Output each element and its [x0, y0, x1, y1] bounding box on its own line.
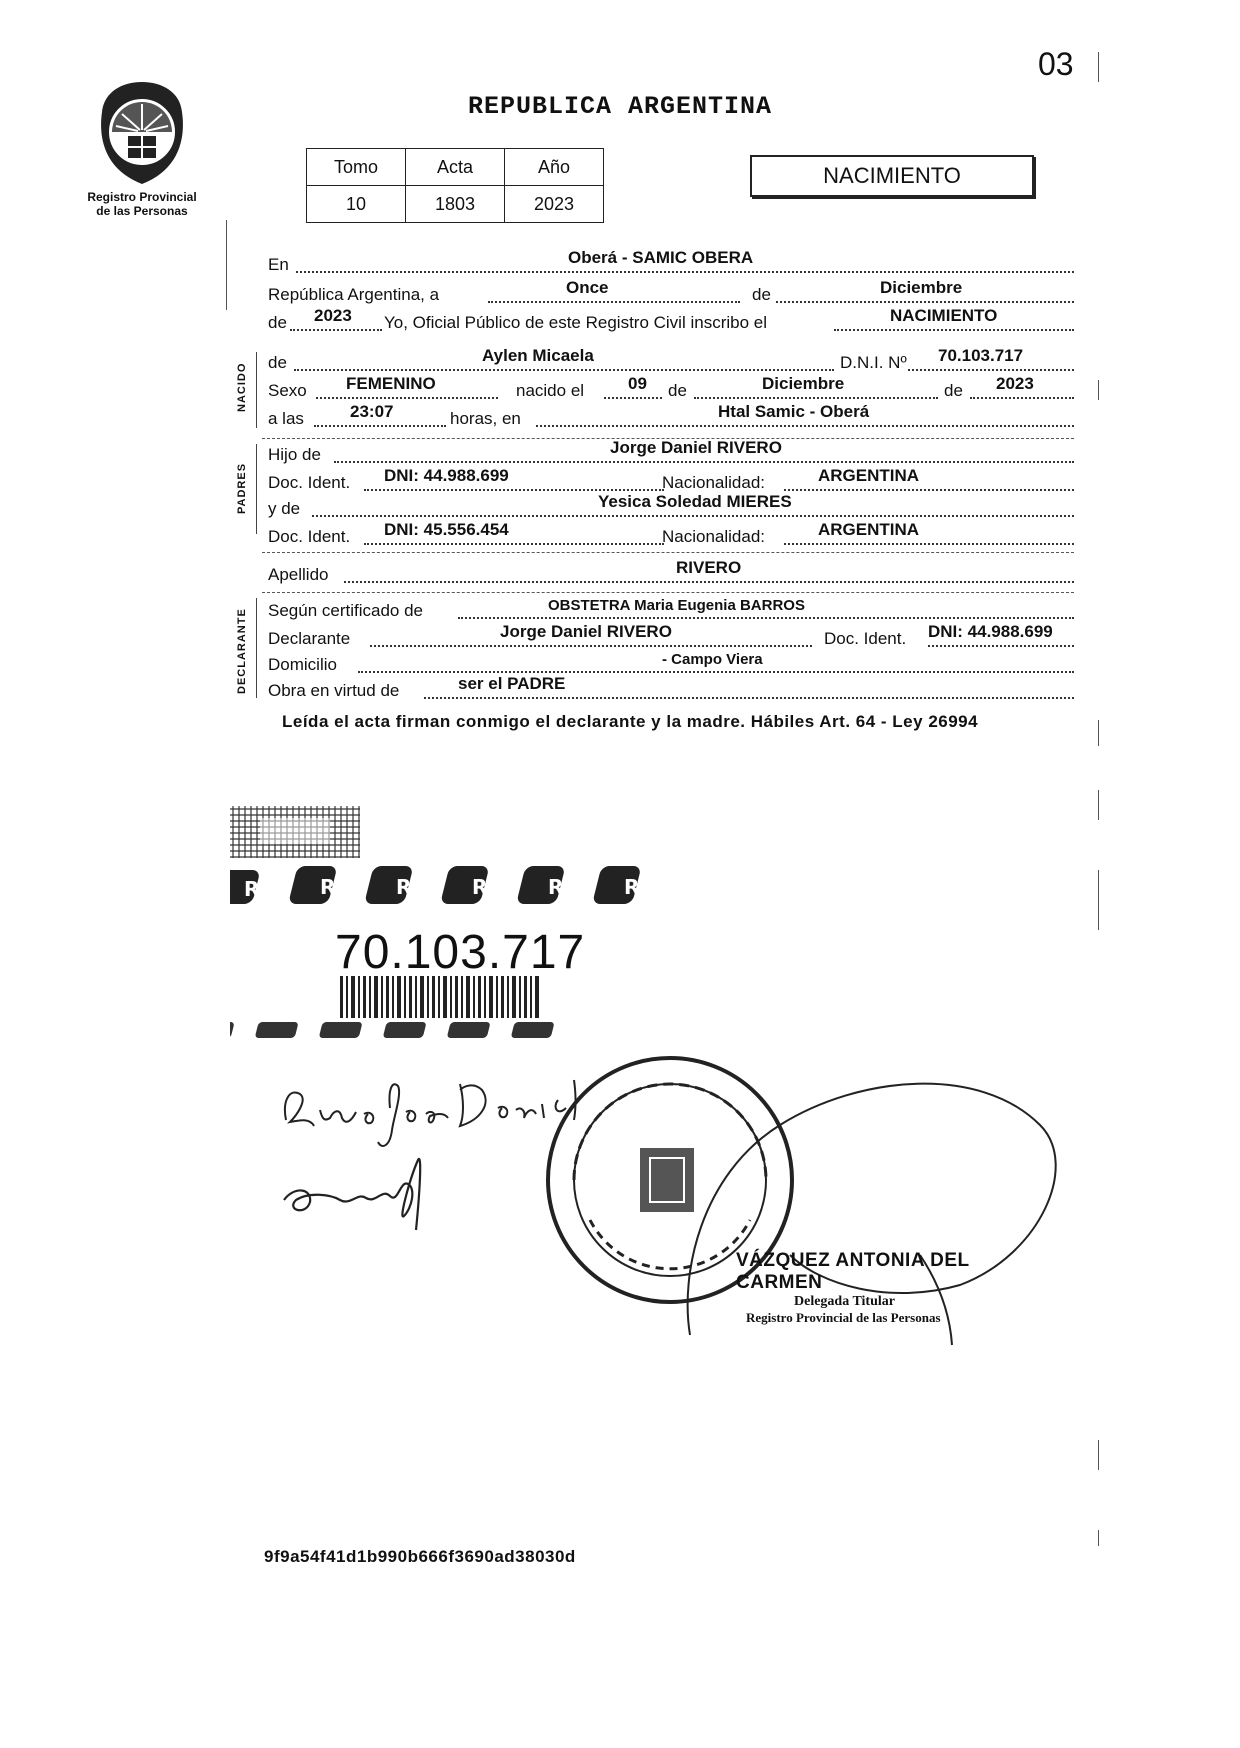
hijo-de-label: Hijo de: [268, 445, 321, 464]
father-doc-label: Doc. Ident.: [268, 473, 351, 492]
registry-caption: [72, 190, 212, 218]
father-name: Jorge Daniel RIVERO: [610, 438, 782, 457]
reference-table: [306, 148, 604, 223]
mother-doc: DNI: 45.556.454: [384, 520, 509, 539]
obra-label: Obra en virtud de: [268, 681, 400, 700]
country-title: REPUBLICA ARGENTINA: [467, 92, 773, 121]
birth-year: 2023: [996, 374, 1034, 393]
svg-text:R: R: [396, 875, 412, 899]
apellido-value: RIVERO: [676, 558, 742, 577]
svg-text:R: R: [244, 877, 260, 901]
row-madre: [268, 494, 1074, 522]
provincial-coat-of-arms-icon: [92, 78, 192, 188]
mother-name: Yesica Soledad MIERES: [598, 492, 792, 511]
mother-doc-label: Doc. Ident.: [268, 527, 351, 546]
page-number: 03: [1038, 46, 1074, 82]
father-nationality: ARGENTINA: [818, 466, 920, 485]
official-role: Delegada Titular: [794, 1294, 895, 1309]
ref-value-anio: 2023: [505, 186, 604, 223]
mother-nationality: ARGENTINA: [818, 520, 920, 539]
birth-month: Diciembre: [762, 374, 845, 393]
obra-value: ser el PADRE: [458, 674, 566, 693]
official-registry: Registro Provincial de las Personas: [746, 1310, 941, 1325]
registry-caption-line1: Registro Provincial: [87, 190, 197, 204]
certificado-label: Según certificado de: [268, 601, 423, 620]
row-nacido-sexo: [268, 376, 1074, 404]
row-certificado: [268, 596, 1074, 624]
nacido-de-label2: de: [668, 381, 687, 400]
row-madre-doc: [268, 522, 1074, 550]
official-text: Yo, Oficial Público de este Registro Civil inscribo el: [384, 313, 767, 332]
domicilio-label: Domicilio: [268, 655, 337, 674]
svg-text:R: R: [624, 875, 640, 899]
birth-time: 23:07: [350, 402, 394, 421]
row-apellido: [268, 560, 1074, 588]
y-de-label: y de: [268, 499, 301, 518]
svg-text:R: R: [472, 875, 488, 899]
day-word: Once: [566, 278, 609, 297]
domicilio-value: - Campo Viera: [662, 651, 763, 668]
svg-text:R: R: [320, 875, 336, 899]
en-label: En: [268, 255, 289, 274]
row-domicilio: [268, 650, 1074, 678]
ref-header-anio: Año: [505, 149, 604, 186]
ref-value-tomo: 10: [307, 186, 406, 223]
month: Diciembre: [880, 278, 963, 297]
de-label: de: [752, 285, 771, 304]
horas-label: horas, en: [450, 409, 521, 428]
svg-text:R: R: [548, 875, 564, 899]
nacido-de-label: de: [268, 353, 287, 372]
nacido-dni: 70.103.717: [938, 346, 1024, 365]
declarante-doc: DNI: 44.988.699: [928, 622, 1053, 641]
row-fecha: [268, 280, 1074, 308]
ref-header-tomo: Tomo: [307, 149, 406, 186]
document-hash: 9f9a54f41d1b990b666f3690ad38030d: [264, 1547, 576, 1566]
ref-header-acta: Acta: [406, 149, 505, 186]
row-nacido-nombre: [268, 348, 1074, 376]
barcode-number: 70.103.717: [335, 926, 586, 979]
birth-day: 09: [628, 374, 647, 393]
security-rubric-stamp-icon: [230, 800, 690, 1040]
row-anio: [268, 308, 1074, 336]
row-en: [268, 250, 1074, 278]
father-nationality-label: Nacionalidad:: [662, 473, 766, 492]
declarante-section-label: DECLARANTE: [236, 608, 248, 694]
nacido-name: Aylen Micaela: [482, 346, 594, 365]
birth-place: Htal Samic - Oberá: [718, 402, 870, 421]
row-nacido-hora: [268, 404, 1074, 432]
official-block: [736, 1250, 1056, 1326]
father-doc: DNI: 44.988.699: [384, 466, 509, 485]
de2-label: de: [268, 313, 287, 332]
registry-caption-line2: de las Personas: [96, 204, 188, 218]
sexo-value: FEMENINO: [346, 374, 436, 393]
declarante-doc-label: Doc. Ident.: [824, 629, 907, 648]
apellido-label: Apellido: [268, 565, 329, 584]
nacido-el-label: nacido el: [516, 381, 585, 400]
sexo-label: Sexo: [268, 381, 307, 400]
en-value: Oberá - SAMIC OBERA: [568, 248, 754, 267]
year: 2023: [314, 306, 352, 325]
padres-section-label: PADRES: [236, 462, 248, 514]
row-obra: [268, 676, 1074, 704]
declarante-label: Declarante: [268, 629, 351, 648]
row-declarante: [268, 624, 1074, 652]
event: NACIMIENTO: [890, 306, 998, 325]
a-las-label: a las: [268, 409, 304, 428]
certificado-value: OBSTETRA Maria Eugenia BARROS: [548, 597, 805, 614]
mother-nationality-label: Nacionalidad:: [662, 527, 766, 546]
ref-value-acta: 1803: [406, 186, 505, 223]
republica-label: República Argentina, a: [268, 285, 440, 304]
closing-text: Leída el acta firman conmigo el declarante y la madre. Hábiles Art. 64 - Ley 26994: [282, 712, 979, 731]
declarante-value: Jorge Daniel RIVERO: [500, 622, 672, 641]
nacido-section-label: NACIDO: [236, 362, 248, 412]
official-name: VÁZQUEZ ANTONIA DEL CARMEN: [736, 1250, 970, 1293]
record-type-box: NACIMIENTO: [750, 155, 1034, 197]
official-signature-flourish: [660, 1055, 1080, 1395]
dni-label: D.N.I. Nº: [840, 353, 907, 372]
row-padre: [268, 440, 1074, 468]
nacido-de-label3: de: [944, 381, 963, 400]
